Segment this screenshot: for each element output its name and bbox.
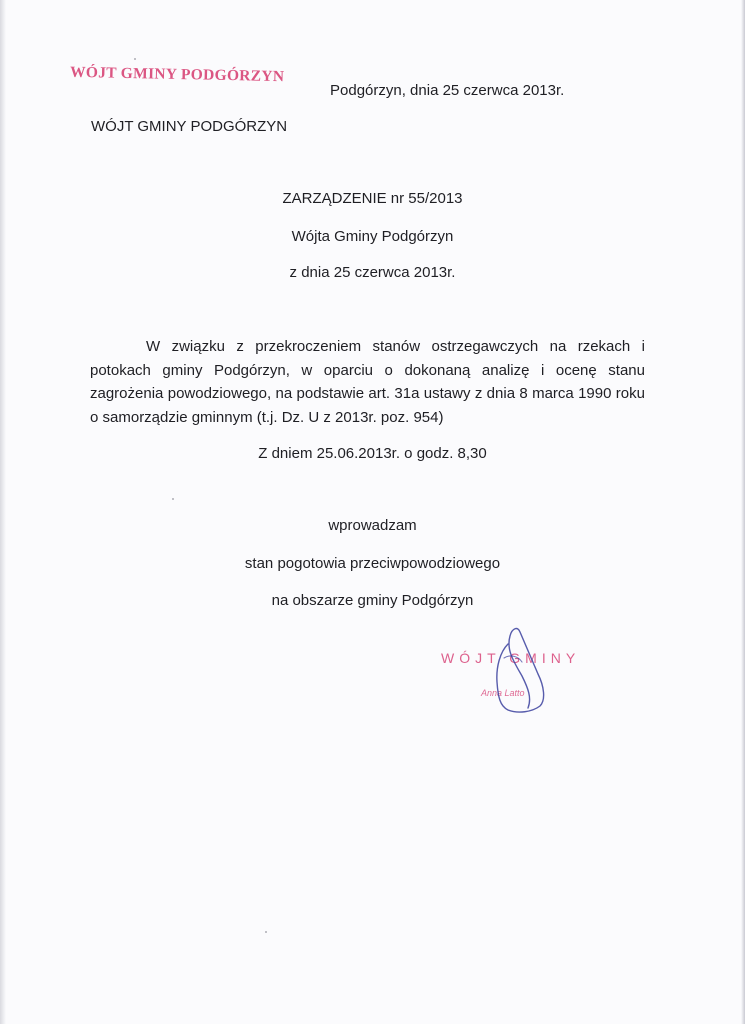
decision-area: na obszarze gminy Podgórzyn	[271, 592, 474, 609]
scan-edge-right	[741, 0, 745, 1024]
scan-speck	[172, 498, 174, 500]
signatory-name: Anna Latto	[481, 688, 525, 698]
scan-edge-left	[0, 0, 6, 1024]
signature-stamp: WÓJT GMINY	[441, 650, 581, 666]
place-and-date: Podgórzyn, dnia 25 czerwca 2013r.	[330, 82, 565, 99]
ordinance-number: ZARZĄDZENIE nr 55/2013	[282, 190, 463, 207]
effective-date: Z dniem 25.06.2013r. o godz. 8,30	[258, 445, 487, 462]
decision-verb: wprowadzam	[328, 517, 417, 534]
issuing-authority: WÓJT GMINY PODGÓRZYN	[91, 118, 288, 135]
decision-subject: stan pogotowia przeciwpowodziowego	[244, 555, 501, 572]
scan-speck	[265, 931, 267, 933]
legal-basis-text: W związku z przekroczeniem stanów ostrzegawczych na rzekach i potokach gminy Podgórzyn, w oparciu o dokonaną analizę i ocenę stanu zagrożenia powodziowego, na podstawie art. 31a ustawy z dnia 8 marca 1990 roku o samorządzie gminnym (t.j. Dz. U z 2013r. poz. 954)	[90, 338, 645, 426]
handwritten-signature-icon	[470, 622, 580, 722]
ordinance-date: z dnia 25 czerwca 2013r.	[289, 264, 456, 281]
legal-basis-paragraph	[90, 335, 645, 429]
office-stamp: WÓJT GMINY PODGÓRZYN	[69, 63, 285, 86]
scan-speck	[134, 58, 136, 60]
ordinance-issuer: Wójta Gminy Podgórzyn	[291, 228, 454, 245]
